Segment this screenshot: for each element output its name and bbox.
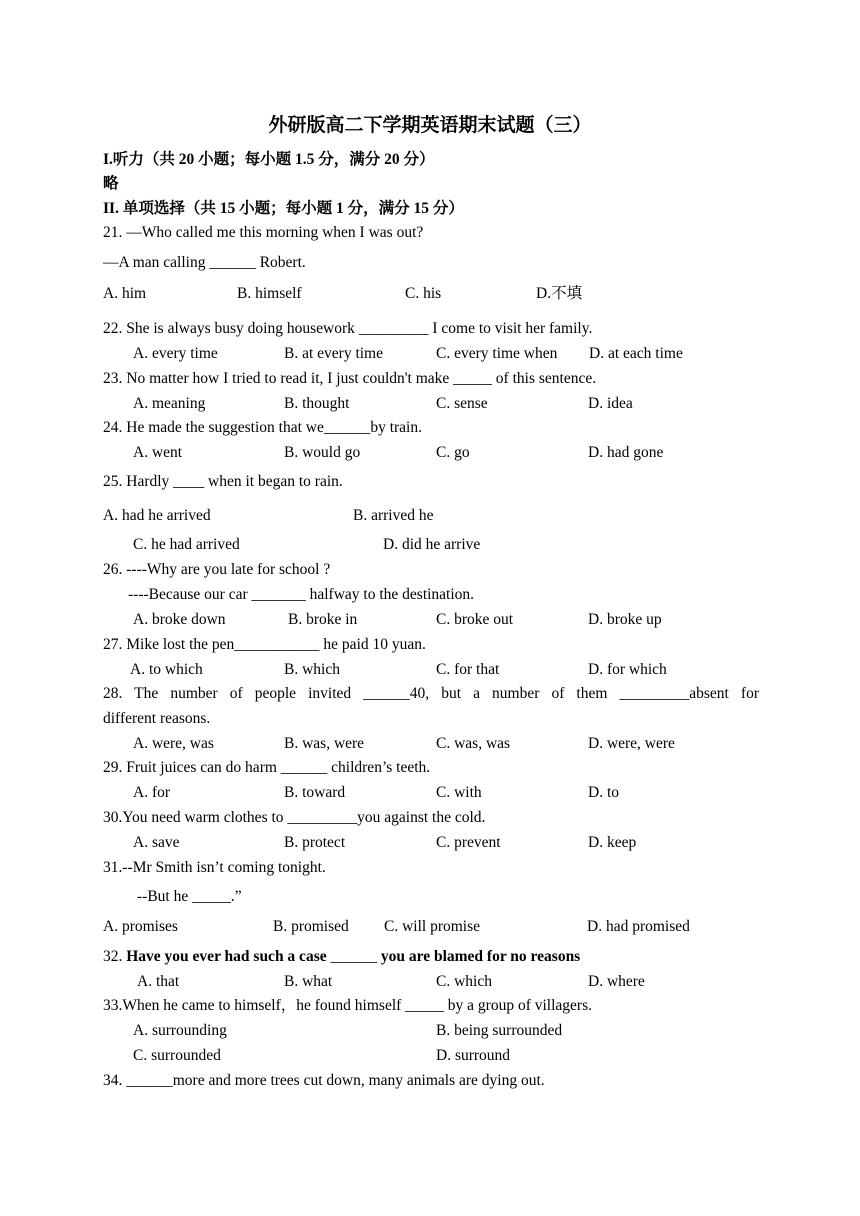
section2-heading: II. 单项选择（共 15 小题；每小题 1 分，满分 15 分） (103, 200, 464, 217)
q31-option-a: A. promises (103, 918, 178, 935)
q31-stem: 31.--Mr Smith isn’t coming tonight. (103, 859, 326, 876)
q27-stem: 27. Mike lost the pen___________ he paid 10 yuan. (103, 636, 426, 653)
q24-option-a: A. went (133, 444, 183, 461)
q26-option-b: B. broke in (288, 611, 358, 628)
q32-stem-part1: Have you ever had such a case (126, 948, 327, 965)
q25-stem: 25. Hardly ____ when it began to rain. (103, 473, 343, 490)
q32-option-c: C. which (436, 973, 492, 990)
q32-option-d: D. where (588, 973, 645, 990)
q21-stem: 21. —Who called me this morning when I was out? (103, 224, 424, 241)
q34-stem: 34. ______more and more trees cut down, many animals are dying out. (103, 1072, 545, 1089)
q21-option-a: A. him (103, 285, 147, 302)
section1-note: 略 (103, 175, 119, 192)
q32-blank: ______ (326, 948, 381, 965)
section1-heading: I.听力（共 20 小题；每小题 1.5 分，满分 20 分） (103, 151, 435, 168)
q21-option-b: B. himself (237, 285, 302, 302)
q24-option-b: B. would go (284, 444, 361, 461)
q23-option-b: B. thought (284, 395, 350, 412)
q25-option-c: C. he had arrived (133, 536, 240, 553)
q28-option-a: A. were, was (133, 735, 214, 752)
q28-option-b: B. was, were (284, 735, 365, 752)
q33-option-b: B. being surrounded (436, 1022, 563, 1039)
q28-stem: 28. The number of people invited ______40, but a number of them _________absent for (103, 685, 759, 702)
q33-option-d: D. surround (436, 1047, 511, 1064)
page-title: 外研版高二下学期英语期末试题（三） (268, 115, 592, 136)
q28-stem-continued: different reasons. (103, 710, 211, 727)
q27-option-c: C. for that (436, 661, 500, 678)
q26-option-a: A. broke down (133, 611, 226, 628)
q29-option-c: C. with (436, 784, 482, 801)
q32-stem (103, 947, 580, 967)
q26-stem-reply: ----Because our car _______ halfway to the destination. (128, 586, 475, 603)
q32-number: 32. (103, 948, 127, 965)
q24-option-c: C. go (436, 444, 470, 461)
q29-stem: 29. Fruit juices can do harm ______ children’s teeth. (103, 759, 431, 776)
q29-option-b: B. toward (284, 784, 346, 801)
q33-option-c: C. surrounded (133, 1047, 221, 1064)
q31-option-d: D. had promised (587, 918, 690, 935)
q21-option-d: D.不填 (536, 285, 583, 302)
q23-option-d: D. idea (588, 395, 633, 412)
q29-option-a: A. for (133, 784, 171, 801)
q23-option-a: A. meaning (133, 395, 206, 412)
q27-option-b: B. which (284, 661, 340, 678)
q26-option-c: C. broke out (436, 611, 514, 628)
q30-option-b: B. protect (284, 834, 346, 851)
q33-stem: 33.When he came to himself，he found himself _____ by a group of villagers. (103, 997, 592, 1014)
q25-option-b: B. arrived he (353, 507, 434, 524)
q26-stem: 26. ----Why are you late for school ? (103, 561, 331, 578)
q22-option-b: B. at every time (284, 345, 383, 362)
q22-option-d: D. at each time (589, 345, 683, 362)
q33-option-a: A. surrounding (133, 1022, 227, 1039)
q27-option-a: A. to which (130, 661, 203, 678)
q23-stem: 23. No matter how I tried to read it, I just couldn't make _____ of this sentence. (103, 370, 597, 387)
q22-option-c: C. every time when (436, 345, 558, 362)
q30-option-d: D. keep (588, 834, 637, 851)
q22-stem: 22. She is always busy doing housework _________ I come to visit her family. (103, 320, 593, 337)
q27-option-d: D. for which (588, 661, 667, 678)
q29-option-d: D. to (588, 784, 619, 801)
q32-stem-part2: you are blamed for no reasons (380, 948, 581, 965)
q30-option-a: A. save (133, 834, 180, 851)
q25-option-d: D. did he arrive (383, 536, 481, 553)
q25-option-a: A. had he arrived (103, 507, 211, 524)
q30-option-c: C. prevent (436, 834, 501, 851)
q32-option-a: A. that (137, 973, 180, 990)
q23-option-c: C. sense (436, 395, 488, 412)
q28-option-d: D. were, were (588, 735, 675, 752)
q31-stem-reply: --But he _____.” (137, 888, 242, 905)
q28-option-c: C. was, was (436, 735, 511, 752)
q31-option-c: C. will promise (384, 918, 481, 935)
q21-stem-reply: —A man calling ______ Robert. (103, 254, 306, 271)
q21-option-c: C. his (405, 285, 442, 302)
q31-option-b: B. promised (273, 918, 349, 935)
q24-stem: 24. He made the suggestion that we______by train. (103, 419, 422, 436)
q26-option-d: D. broke up (588, 611, 662, 628)
q22-option-a: A. every time (133, 345, 218, 362)
q30-stem: 30.You need warm clothes to _________you against the cold. (103, 809, 486, 826)
q24-option-d: D. had gone (588, 444, 664, 461)
q32-option-b: B. what (284, 973, 333, 990)
